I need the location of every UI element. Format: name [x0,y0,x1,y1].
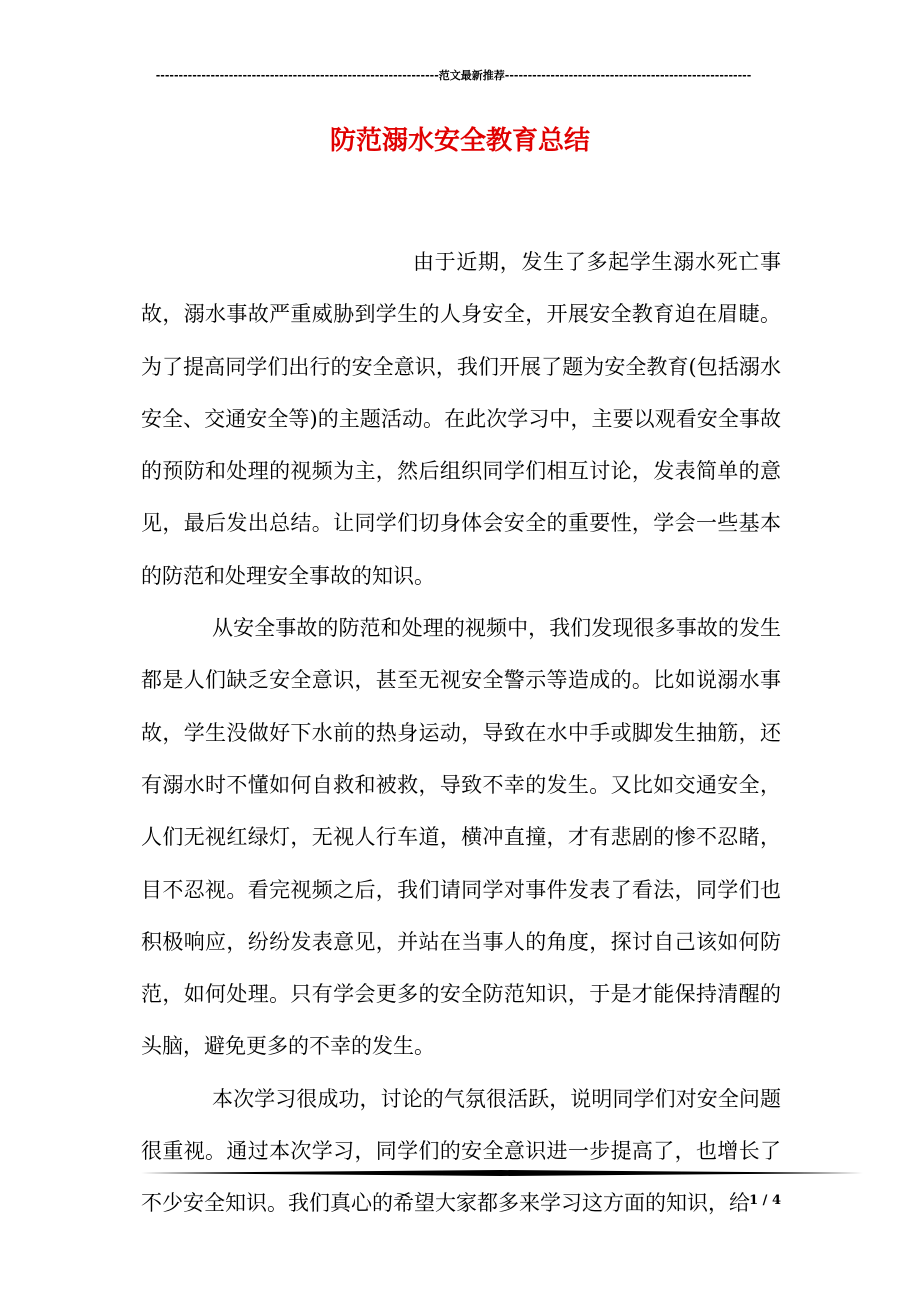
paragraph-3: 本次学习很成功，讨论的气氛很活跃，说明同学们对安全问题很重视。通过本次学习，同学们的安全意识进一步提高了，也增长了不少安全知识。我们真心的希望大家都多来学习这方面的知识，给 [141,1086,781,1216]
page-header: --------------------------------------------------------------范文最新推荐------------------------------------------------------ [155,69,752,82]
footer-divider [141,1170,863,1176]
paragraph-2: 从安全事故的防范和处理的视频中，我们发现很多事故的发生都是人们缺乏安全意识，甚至无视安全警示等造成的。比如说溺水事故，学生没做好下水前的热身运动，导致在水中手或脚发生抽筋，还有溺水时不懂如何自救和被救，导致不幸的发生。又比如交通安全，人们无视红绿灯，无视人行车道，横冲直撞，才有悲剧的惨不忍睹，目不忍视。看完视频之后，我们请同学对事件发表了看法，同学们也积极响应，纷纷发表意见，并站在当事人的角度，探讨自己该如何防范，如何处理。只有学会更多的安全防范知识，于是才能保持清醒的头脑，避免更多的不幸的发生。 [141,616,781,1059]
page-number: 1 / 4 [749,1193,781,1208]
document-body [141,236,781,1230]
paragraph-1: 由于近期，发生了多起学生溺水死亡事故，溺水事故严重威胁到学生的人身安全，开展安全教育迫在眉睫。为了提高同学们出行的安全意识，我们开展了题为安全教育(包括溺水安全、交通安全等)的主题活动。在此次学习中，主要以观看安全事故的预防和处理的视频为主，然后组织同学们相互讨论，发表简单的意见，最后发出总结。让同学们切身体会安全的重要性，学会一些基本的防范和处理安全事故的知识。 [141,250,781,588]
document-title: 防范溺水安全教育总结 [329,126,590,156]
